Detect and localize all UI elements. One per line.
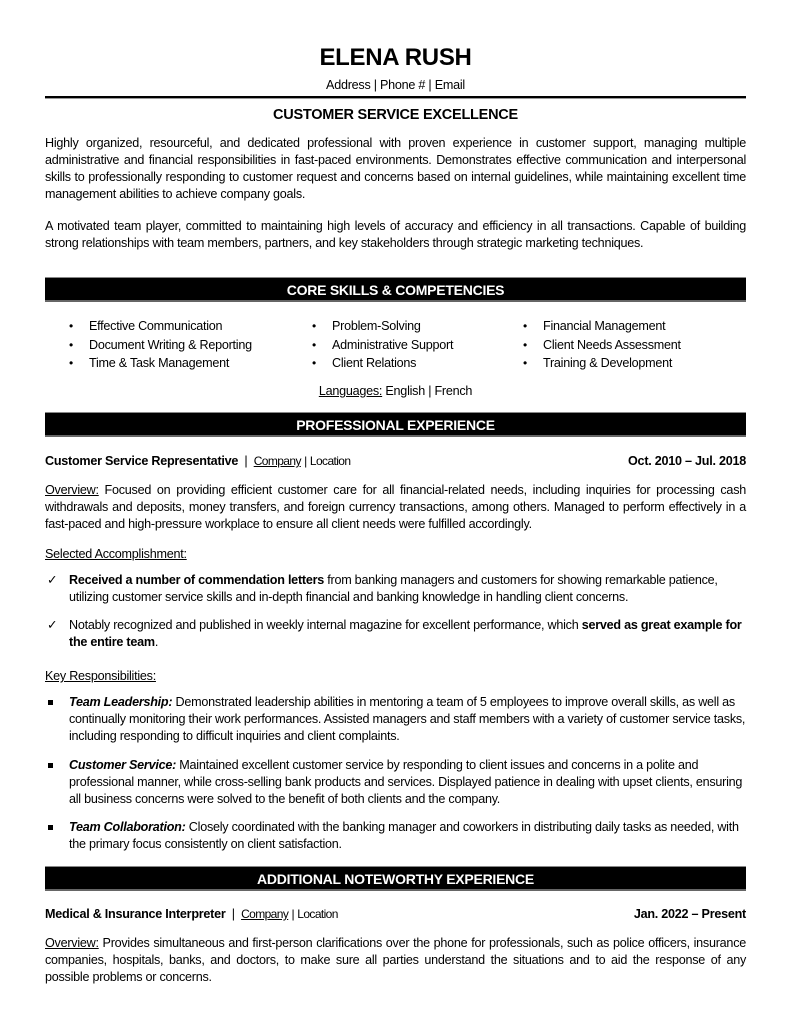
company-name: Company	[241, 907, 289, 921]
bullet-icon: •	[523, 319, 527, 333]
check-icon: ✓	[47, 573, 58, 587]
bullet-icon: •	[312, 319, 316, 333]
job-dates: Jan. 2022 – Present	[633, 907, 746, 921]
summary-paragraph-2: A motivated team player, committed to maintaining high levels of accuracy and efficiency in all transactions. Capable of building strong relationships with team members, partners, and key stakeholders through strategic marketing techniques.	[45, 219, 746, 250]
section-header-professional-experience: PROFESSIONAL EXPERIENCE	[45, 412, 746, 437]
bullet-icon: •	[523, 356, 527, 370]
separator: |	[291, 907, 295, 921]
accomplishment-highlight: Received a number of commendation letters	[69, 573, 324, 587]
job-heading	[45, 452, 746, 470]
job-title: Medical & Insurance Interpreter	[45, 907, 226, 921]
professional-headline: CUSTOMER SERVICE EXCELLENCE	[273, 107, 518, 123]
responsibilities-label: Key Responsibilities:	[45, 669, 156, 683]
languages-line	[45, 384, 746, 398]
accomplishment-item: ✓ Received a number of commendation letters from banking managers and customers for showing remarkable patience, utilizing customer service skills and in-depth financial and banking knowledge in handling client concerns.	[47, 573, 718, 604]
section-header-core-skills: CORE SKILLS & COMPETENCIES	[45, 277, 746, 302]
job-overview	[45, 935, 746, 986]
separator: |	[231, 907, 235, 921]
job-dates: Oct. 2010 – Jul. 2018	[628, 454, 746, 468]
check-icon: ✓	[47, 618, 58, 632]
contact-line: Address | Phone # | Email	[326, 78, 465, 92]
bullet-icon: •	[69, 319, 73, 333]
section-header-additional-experience: ADDITIONAL NOTEWORTHY EXPERIENCE	[45, 866, 746, 891]
accomplishments-label: Selected Accomplishment:	[45, 547, 187, 561]
bullet-icon: •	[312, 356, 316, 370]
overview-label: Overview:	[45, 483, 99, 497]
job-title: Customer Service Representative	[45, 454, 239, 468]
responsibility-item: Team Leadership: Demonstrated leadership abilities in mentoring a team of 5 employees to improve overall skills, as well as continually monitoring their work performances. Assisted managers and staff members with a variety of customer service tasks, including responding to difficult inquiries and client complaints.	[45, 694, 746, 745]
bullet-icon: •	[69, 356, 73, 370]
square-bullet-icon	[48, 825, 53, 830]
job-location: Location	[309, 454, 351, 468]
bullet-icon: •	[312, 337, 316, 352]
header-divider	[45, 96, 746, 98]
company-name: Company	[253, 454, 301, 468]
overview-text: Focused on providing efficient customer care for all financial-related needs, including inquiries for processing cash withdrawals and deposits, money transfers, and foreign currency transactions, among others. Managed to perform effectively in a fast-paced and high-pressure workplace to ensure all client needs were fulfilled accordingly.	[45, 483, 746, 531]
summary-paragraph-1: Highly organized, resourceful, and dedicated professional with proven experience in customer support, managing multiple administrative and financial responsibilities in fast-paced environments. Demonstrates effective communication and interpersonal skills to professionally responding to customer request and concerns based on internal guidelines, while maintaining excellent time management abilities to achieve company goals.	[45, 136, 746, 201]
square-bullet-icon	[48, 763, 53, 768]
accomplishment-item: ✓ Notably recognized and published in weekly internal magazine for excellent performance, which served as great example for the entire team.	[47, 618, 742, 649]
responsibility-label: Team Collaboration:	[69, 820, 186, 834]
responsibility-item: Customer Service: Maintained excellent customer service by responding to client issues and concerns in a polite and professional manner, while cross-selling bank products and services. Displayed patience in dealing with upset clients, ensuring all business concerns were solved to the benefit of both clients and the company.	[45, 757, 746, 808]
responsibility-label: Team Leadership:	[69, 695, 173, 709]
bullet-icon: •	[69, 337, 73, 352]
overview-label: Overview:	[45, 936, 99, 950]
bullet-icon: •	[523, 337, 527, 352]
separator: |	[244, 454, 248, 468]
skills-grid: • Effective Communication • Document Writing & Reporting • Time & Task Management • Problem-Solving • Administrative Support • Client Relations • Financial Management • Client Needs Assessment • Training & Development	[45, 317, 746, 377]
job-location: Location	[297, 907, 338, 921]
responsibility-label: Customer Service:	[69, 758, 177, 772]
job-overview	[45, 482, 746, 533]
languages-label: Languages:	[318, 384, 383, 398]
overview-text: Provides simultaneous and first-person clarifications over the phone for professionals, such as police officers, insurance companies, hospitals, banks, and doctors, to make sure all parties understand the situations and to aid the response of any possible problems or concerns.	[45, 936, 746, 984]
languages-value: English | French	[382, 384, 473, 398]
candidate-name: ELENA RUSH	[319, 44, 472, 71]
responsibility-item: Team Collaboration: Closely coordinated with the banking manager and coworkers in distributing daily tasks as needed, with the primary focus consistently on client satisfaction.	[45, 819, 746, 853]
square-bullet-icon	[48, 700, 53, 705]
accomplishment-highlight: served as great example for the entire team	[69, 618, 742, 649]
separator: |	[304, 454, 307, 468]
job-heading	[45, 905, 746, 923]
